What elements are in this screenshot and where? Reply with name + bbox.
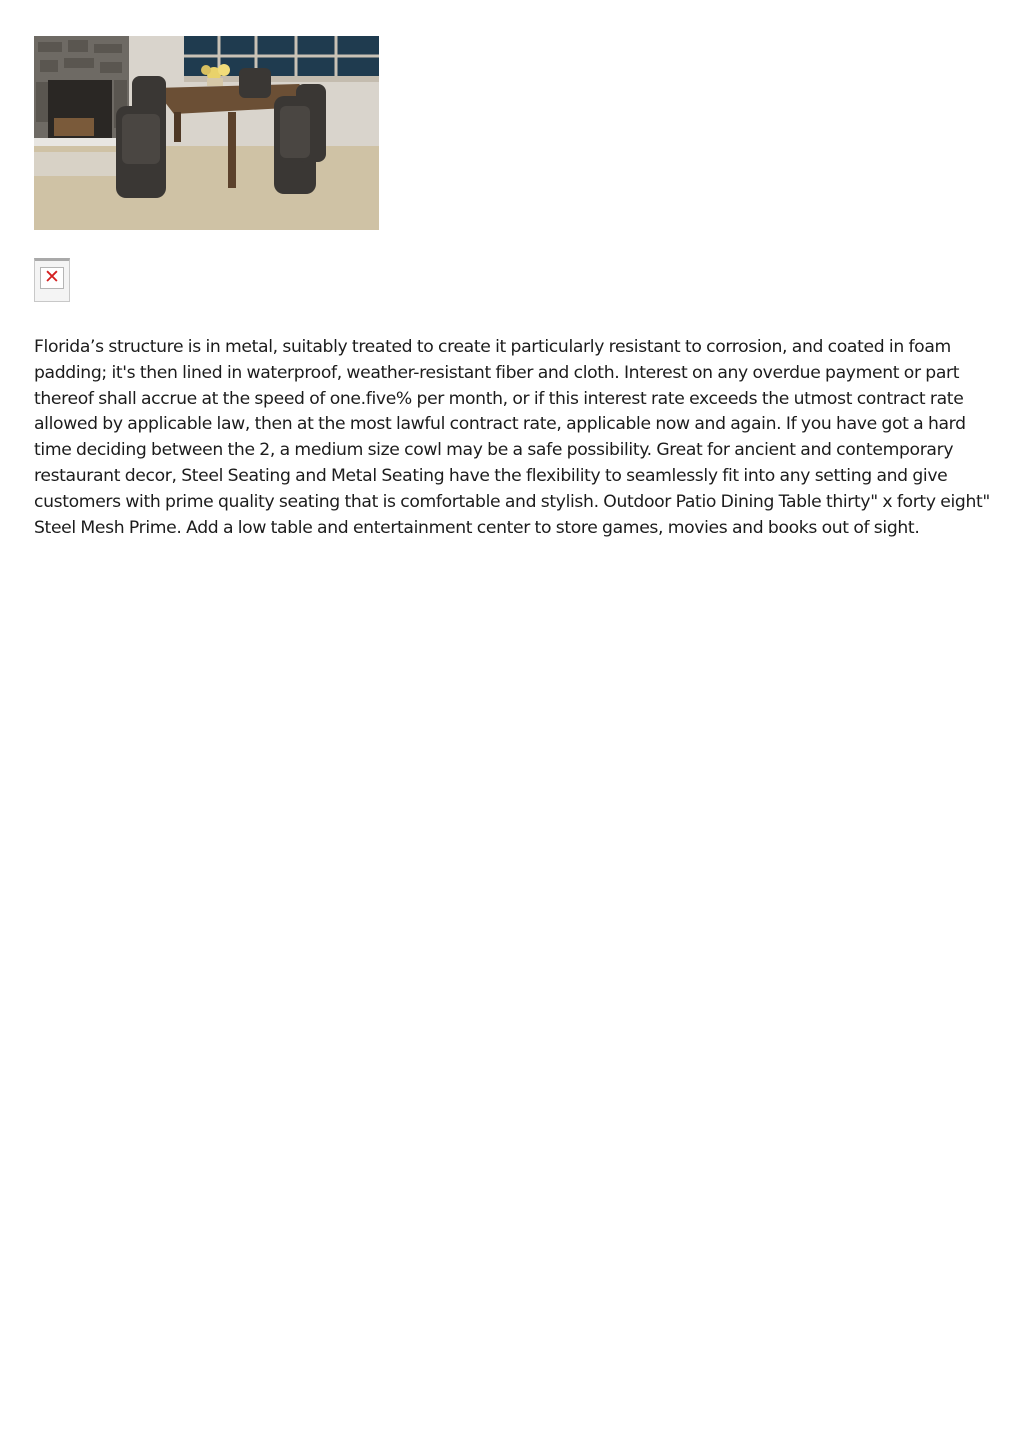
article-paragraph: Florida’s structure is in metal, suitably treated to create it particularly resistant to corrosion, and coated in foam padding; it's then lined in waterproof, weather-resistant fiber and cloth. Interest on any overdue payment or part thereof shall accrue at the speed of one.five% per month, or if this interest rate exceeds the utmost contract rate allowed by applicable law, then at the most lawful contract rate, applicable now and again. If you have got a hard time deciding between the 2, a medium size cowl may be a safe possibility. Great for ancient and contemporary restaurant decor, Steel Seating and Metal Seating have the flexibility to seamlessly fit into any setting and give customers with prime quality seating that is comfortable and stylish. Outdoor Patio Dining Table thirty" x forty eight" Steel Mesh Prime. Add a low table and entertainment center to store games, movies and books out of sight.: [34, 337, 990, 538]
dining-set-illustration: [34, 36, 379, 230]
dining-set-photo: [34, 36, 379, 230]
close-icon: ✕: [44, 266, 60, 288]
broken-image-icon: [34, 258, 70, 302]
broken-image-frame: [40, 267, 64, 289]
